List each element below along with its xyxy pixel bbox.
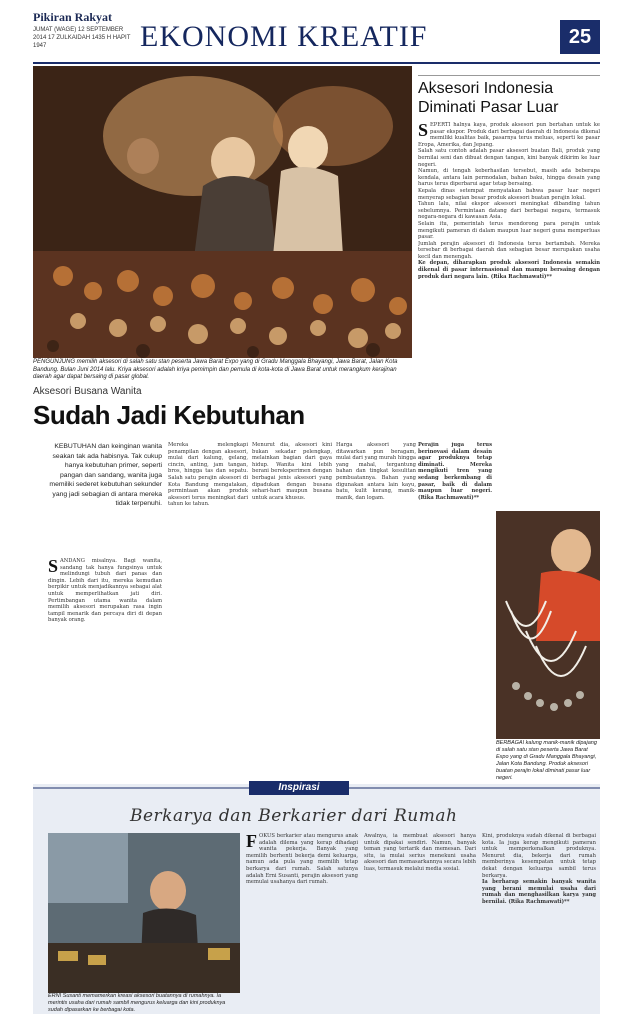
inspirasi-dropcap: F	[246, 833, 257, 851]
side-article-paragraph: Kepala dinas setempat menyatakan bahwa pasar luar negeri menyerap sebagian besar produk aksesori buatan perajin lokal.	[418, 187, 600, 201]
inspirasi-paragraph: OKUS berkarier atau mengurus anak adalah dilema yang kerap dihadapi wanita pekerja. Banyak yang memilih berhenti bekerja demi keluarga, namun ada pula yang memilih tetap berkarya dari rumah. Salah satunya adalah Erni Susanti, perajin aksesori yang memulai usahanya dari rumah.	[246, 833, 358, 886]
page-number: 25	[560, 20, 600, 54]
feature-column-5	[418, 442, 492, 734]
feature-paragraph: Perajin juga terus berinovasi dalam desain agar produknya tetap diminati. Mereka mengikuti tren yang sedang berkembang di pasar, baik di dalam maupun luar negeri. (Rika Rachmawati)**	[418, 442, 492, 501]
feature-column-2	[168, 442, 248, 734]
feature-column-3	[252, 442, 332, 734]
feature-kicker: Aksesori Busana Wanita	[33, 386, 142, 397]
side-article-dropcap: S	[418, 122, 429, 140]
feature-paragraph: Mereka melengkapi penampilan dengan aksesori, mulai dari kalung, gelang, cincin, anting, jam tangan, bros, hingga tas dan sepatu. Salah satu perajin aksesori di Kota Bandung mengatakan, permintaan akan produk aksesori terus meningkat dari tahun ke tahun.	[168, 442, 248, 508]
inspirasi-label: Inspirasi	[249, 781, 349, 795]
feature-lead: KEBUTUHAN dan keinginan wanita seakan tak ada habisnya. Tak cukup hanya kebutuhan primer, seperti pangan dan sandang, wanita juga memiliki sederet kebutuhan sekunder yang jadi sebagian di antara mereka tidak terpenuhi.	[49, 443, 162, 507]
inspirasi-headline: Berkarya dan Berkarier dari Rumah	[130, 806, 458, 826]
feature-dropcap: S	[48, 558, 59, 576]
feature-headline: Sudah Jadi Kebutuhan	[33, 400, 305, 430]
feature-paragraph: ANDANG misalnya. Bagi wanita, sandang tak hanya fungsinya untuk melindungi tubuh dari panas dan dingin. Lebih dari itu, mereka kemudian berpikir untuk menjadikannya sebagai alat untuk memperlihatkan jati diri. Pertimbangan utama wanita dalam memilih aksesori merupakan rasa ingin tampil menarik dan percaya diri di depan banyak orang.	[48, 558, 162, 624]
feature-column-1	[48, 558, 162, 733]
paper-name: Pikiran Rakyat	[33, 10, 113, 24]
side-article-headline: Aksesori Indonesia Diminati Pasar Luar	[418, 80, 559, 116]
exhibition-photo-illustration	[33, 66, 412, 358]
inspirasi-column-1	[246, 833, 358, 1011]
workshop-photo-caption: ERNI Susanti memamerkan kreasi aksesori buatannya di rumahnya. Ia merintis usaha dari rumah sambil mengurus keluarga dan kini produknya sudah dipasarkan ke berbagai kota.	[48, 993, 226, 1013]
inspirasi-paragraph: Awalnya, ia membuat aksesori hanya untuk dipakai sendiri. Namun, banyak teman yang tertarik dan memesan. Dari situ, ia mulai serius menekuni usaha aksesori dan memasarkannya secara lebih luas, termasuk melalui media sosial.	[364, 833, 476, 872]
side-article-paragraph: Salah satu contoh adalah pasar aksesori buatan Bali, produk yang bernilai seni dan dibuat dengan tangan, kini banyak dikirim ke luar negeri.	[418, 148, 600, 168]
necklace-photo-caption: BERBAGAI kalung manik-manik dipajang di salah satu stan peserta Jawa Barat Expo yang di Gradu Manggala Bhayangi, Jalan Kota Bandung. Produk aksesori buatan perajin lokal diminati pasar luar negeri.	[496, 740, 597, 781]
dateline: JUMAT (WAGE) 12 SEPTEMBER 2014 17 ZULKAIDAH 1435 H HAPIT 1947	[33, 27, 131, 49]
inspirasi-column-2	[364, 833, 476, 1011]
feature-paragraph: Harga aksesori yang ditawarkan pun beragam, mulai dari yang murah hingga yang mahal, tergantung bahan dan tingkat kesulitan pembuatannya. Bahan yang digunakan antara lain kayu, batu, kulit kerang, manik-manik, dan logam.	[336, 442, 416, 501]
masthead	[0, 0, 632, 66]
side-article-paragraph: Ke depan, diharapkan produk aksesori Indonesia semakin dikenal di pasar internasional dan mampu bersaing dengan produk dari negara lain. (Rika Rachmawati)**	[418, 260, 600, 280]
masthead-rule	[33, 62, 600, 64]
exhibition-photo	[33, 66, 412, 358]
side-article-paragraph: Namun, di tengah keberhasilan tersebut, masih ada beberapa kendala, antara lain permodalan, bahan baku, hingga desain yang harus terus diperbarui agar tetap bersaing.	[418, 168, 600, 188]
necklace-photo	[496, 511, 600, 739]
side-article-paragraph: Jumlah perajin aksesori di Indonesia terus bertambah. Mereka tersebar di berbagai daerah dan sebagian besar merupakan usaha kecil dan menengah.	[418, 240, 600, 260]
inspirasi-paragraph: Ia berharap semakin banyak wanita yang berani memulai usaha dari rumah dan menghasilkan karya yang bernilai. (Rika Rachmawati)**	[482, 879, 596, 905]
necklace-photo-illustration	[496, 511, 600, 739]
side-article-paragraph: EPERTI halnya kaya, produk aksesori pun bertahan untuk ke pasar ekspor. Produk dari berbagai daerah di Indonesia dikenal memiliki kualitas baik, pasarnya terus meluas, seperti ke pasar Eropa, Amerika, dan Jepang.	[418, 122, 600, 148]
workshop-photo-illustration	[48, 833, 240, 993]
side-article-rule	[418, 75, 600, 76]
exhibition-photo-caption: PENGUNJUNG memilih aksesori di salah satu stan peserta Jawa Barat Expo yang di Gradu Manggala Bhayangi, Jawa Barat, Jalan Kota Bandung. Bulan Juni 2014 lalu. Kriya aksesori adalah kriya pemimpin dan pemula di kota-kota di Jawa Barat untuk merangkum kerajinan daerah agar dapat bersaing di pasar global.	[33, 359, 398, 380]
section-title: EKONOMI KREATIF	[140, 20, 428, 53]
workshop-photo	[48, 833, 240, 993]
inspirasi-paragraph: Kini, produknya sudah dikenal di berbagai kota. Ia juga kerap mengikuti pameran untuk memperkenalkan produknya. Menurut dia, bekerja dari rumah memberinya kesempatan untuk tetap dekat dengan keluarga sambil terus berkarya.	[482, 833, 596, 879]
side-article-paragraph: Selain itu, pemerintah terus mendorong para perajin untuk mengikuti pameran di dalam maupun luar negeri guna memperluas pasar.	[418, 220, 600, 241]
inspirasi-column-3	[482, 833, 596, 1011]
feature-column-4	[336, 442, 416, 734]
side-article-paragraph: Tahun lalu, nilai ekspor aksesori meningkat dibanding tahun sebelumnya. Permintaan datang dari berbagai negara, termasuk negara-negara di kawasan Asia.	[418, 201, 600, 221]
feature-paragraph: Menurut dia, aksesori kini bukan sekadar pelengkap, melainkan bagian dari gaya hidup. Wanita kini lebih berani bereksperimen dengan berbagai jenis aksesori yang dipadukan dengan busana sehari-hari maupun busana untuk acara khusus.	[252, 442, 332, 501]
